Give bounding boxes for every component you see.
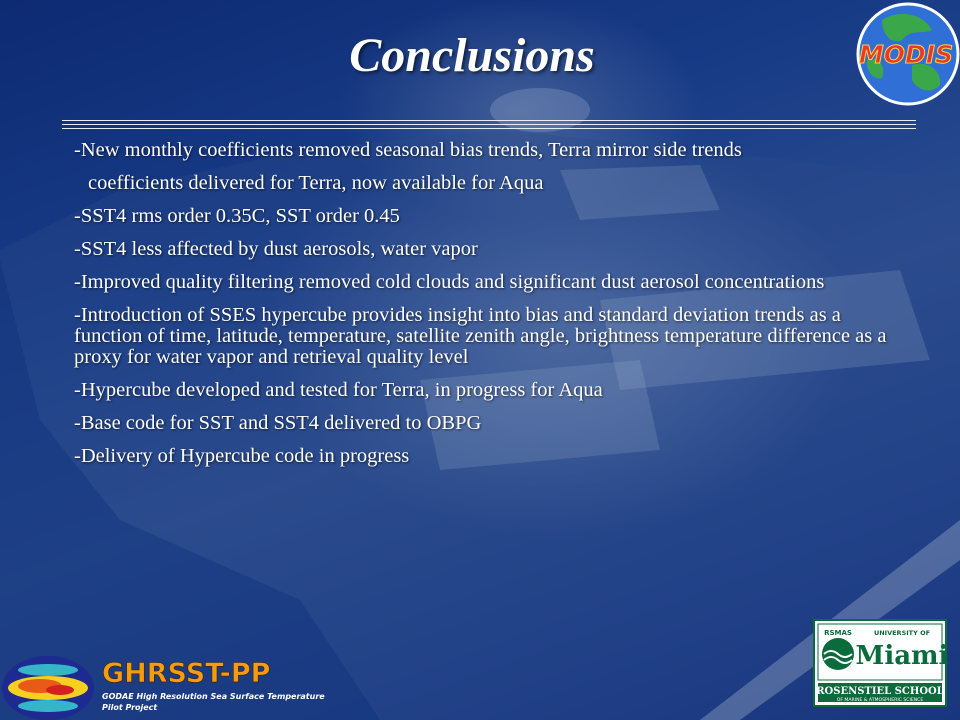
- ghrsst-name: GHRSST-PP: [102, 658, 271, 689]
- bullet-item: -SST4 less affected by dust aerosols, water vapor: [74, 238, 478, 260]
- ghrsst-subtitle-2: Pilot Project: [102, 703, 158, 712]
- rosenstiel-subtitle-text: OF MARINE & ATMOSPHERIC SCIENCE: [836, 698, 924, 703]
- miami-wordmark: Miami: [855, 641, 949, 671]
- slide-title: Conclusions: [349, 29, 595, 82]
- bullet-item: coefficients delivered for Terra, now available for Aqua: [88, 172, 544, 194]
- bullet-item: -SST4 rms order 0.35C, SST order 0.45: [74, 205, 400, 227]
- modis-logo-text: MODIS: [858, 40, 954, 69]
- bullet-item: -Hypercube developed and tested for Terra, in progress for Aqua: [74, 379, 603, 401]
- rosenstiel-school-logo: [814, 620, 949, 706]
- title-divider-lines: [62, 120, 916, 134]
- rsmas-text: RSMAS: [824, 629, 852, 637]
- ghrsst-logo: [0, 650, 325, 720]
- rosenstiel-school-text: ROSENSTIEL SCHOOL: [816, 686, 944, 697]
- bullet-item: -Introduction of SSES hypercube provides insight into bias and standard deviation trends as a function of time, latitude, temperature, satellite zenith angle, brightness temperature difference as a proxy for water vapor and retrieval quality level: [74, 304, 887, 368]
- bullet-item: -Delivery of Hypercube code in progress: [74, 445, 410, 467]
- bullet-item: -Base code for SST and SST4 delivered to OBPG: [74, 412, 482, 434]
- bullet-item: -New monthly coefficients removed seasonal bias trends, Terra mirror side trends: [74, 139, 742, 161]
- modis-logo: [852, 0, 960, 108]
- bullet-list: [74, 140, 914, 479]
- bullet-item: -Improved quality filtering removed cold clouds and significant dust aerosol concentrations: [74, 271, 825, 293]
- ghrsst-subtitle-1: GODAE High Resolution Sea Surface Temperature: [102, 692, 325, 701]
- university-of-text: UNIVERSITY OF: [873, 629, 931, 637]
